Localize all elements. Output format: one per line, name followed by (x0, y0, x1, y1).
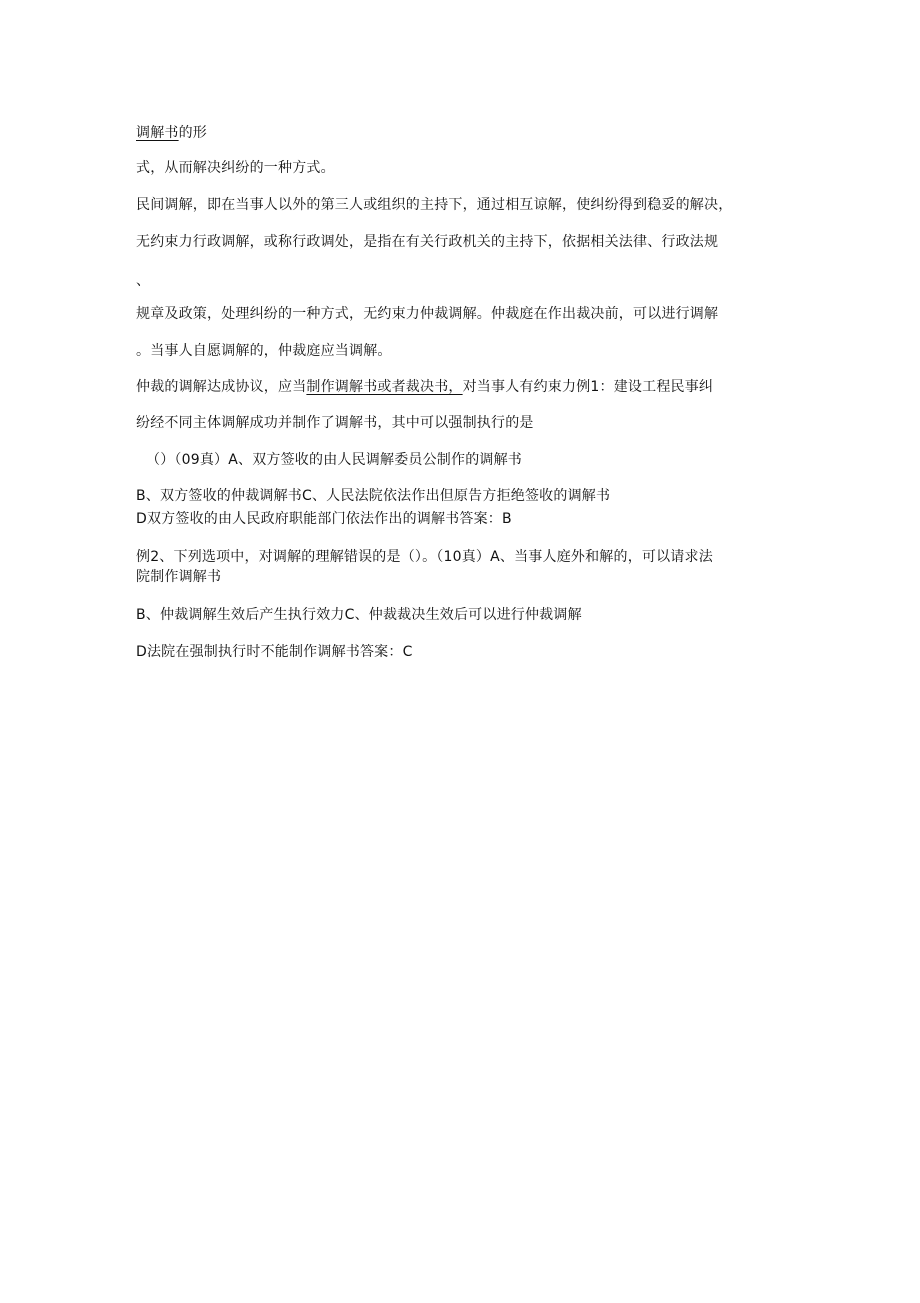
text-fragment: 对当事人有约束力例1：建设工程民事纠 (462, 379, 714, 395)
text-line-3: 民间调解，即在当事人以外的第三人或组织的主持下，通过相互谅解，使纠纷得到稳妥的解决， (136, 197, 733, 213)
question-2-options-bc: B、仲裁调解生效后产生执行效力C、仲裁裁决生效后可以进行仲裁调解 (136, 607, 582, 623)
question-1-options-bc: B、双方签收的仲裁调解书C、人民法院依法作出但原告方拒绝签收的调解书 (136, 488, 611, 504)
question-1-option-a: （）（09真）A、双方签收的由人民调解委员公制作的调解书 (146, 452, 522, 468)
underlined-term: 调解书 (136, 125, 179, 141)
text-line-2: 式，从而解决纠纷的一种方式。 (136, 160, 335, 176)
question-1-option-d-answer: D双方签收的由人民政府职能部门依法作出的调解书答案：B (136, 511, 512, 527)
text-line-8 (136, 378, 713, 396)
text-line-6: 规章及政策，处理纠纷的一种方式，无约束力仲裁调解。仲裁庭在作出裁决前，可以进行调解 (136, 306, 719, 322)
question-2-stem-cont: 院制作调解书 (136, 569, 222, 585)
text-fragment: 的形 (178, 125, 208, 141)
text-line-5: 、 (136, 273, 151, 289)
question-2-stem: 例2、下列选项中，对调解的理解错误的是（）。（10真）A、当事人庭外和解的，可以请求法 (136, 549, 713, 565)
text-line-9: 纷经不同主体调解成功并制作了调解书，其中可以强制执行的是 (136, 415, 534, 431)
underlined-phrase: 制作调解书或者裁决书， (306, 379, 463, 395)
text-line-4: 无约束力行政调解，或称行政调处，是指在有关行政机关的主持下，依据相关法律、行政法规 (136, 234, 719, 250)
text-fragment: 仲裁的调解达成协议，应当 (136, 379, 307, 395)
question-2-option-d-answer: D法院在强制执行时不能制作调解书答案：C (136, 644, 413, 660)
text-line-7: 。当事人自愿调解的，仲裁庭应当调解。 (136, 343, 392, 359)
text-line-1 (136, 124, 207, 142)
